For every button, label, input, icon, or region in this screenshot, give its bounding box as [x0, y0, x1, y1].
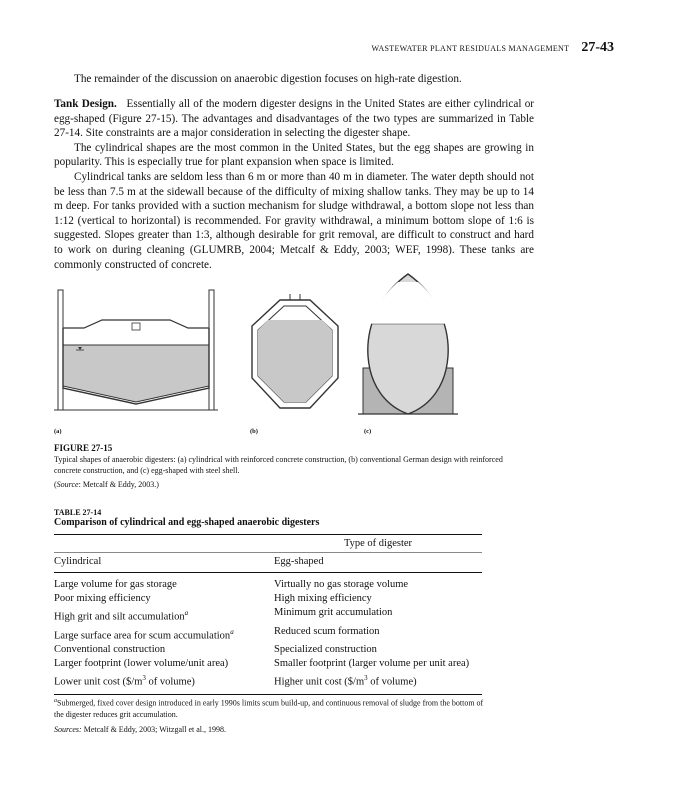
cell: High mixing efficiency — [274, 593, 372, 604]
footnote-marker: a — [54, 698, 57, 704]
german-digester-drawing — [252, 294, 338, 408]
cell-text: Large surface area for scum accumulation — [54, 630, 231, 641]
figure-number: FIGURE 27-15 — [54, 443, 113, 453]
figure-caption — [54, 443, 514, 490]
cell: Minimum grit accumulation — [274, 607, 393, 618]
cell: Larger footprint (lower volume/unit area) — [54, 658, 229, 669]
cell: Specialized construction — [274, 644, 377, 655]
figure-label-c: (c) — [364, 428, 372, 435]
page-number: 27-43 — [581, 40, 614, 55]
figure-source-text: : Metcalf & Eddy, 2003.) — [78, 480, 159, 489]
cell-text: Lower unit cost ($/m — [54, 676, 143, 688]
lead-paragraph: The remainder of the discussion on anaerobic digestion focuses on high-rate digestion. — [74, 73, 462, 85]
table-row — [54, 592, 482, 606]
table-row — [54, 657, 482, 671]
paragraph-3: Cylindrical tanks are seldom less than 6 m or more than 40 m in diameter. The water depth should not be less than 7.5 m at the sidewall because of the difficulty of mixing shallow tanks. They may be up to 14 m deep. For tanks provided with a suction mechanism for sludge withdrawal, a bottom slope not less than 1:12 (vertical to horizontal) is recommended. For gravity withdrawal, a minimum bottom slope of 1:6 is suggested. Slopes greater than 1:3, although desirable for grit removal, are difficult to construct and hard to work on during cleaning (GLUMRB, 2004; Metcalf & Eddy, 2003; WEF, 1998). These tanks are commonly constructed of concrete. — [54, 170, 534, 271]
table-footnote — [54, 696, 484, 720]
table-number: TABLE 27-14 — [54, 508, 102, 517]
cell — [54, 671, 274, 690]
comparison-table — [54, 508, 482, 695]
table-row — [54, 625, 482, 644]
cylindrical-digester-drawing — [54, 290, 218, 410]
table-body — [54, 573, 482, 694]
cell: Reduced scum formation — [274, 625, 380, 637]
section-title: Tank Design. — [54, 98, 117, 110]
cell: Conventional construction — [54, 644, 166, 655]
table-title: Comparison of cylindrical and egg-shaped anaerobic digesters — [54, 517, 320, 528]
figure-source-open: ( — [54, 480, 57, 489]
cell: Smaller footprint (larger volume per unit area) — [274, 658, 470, 669]
table-row — [54, 606, 482, 625]
col-cylindrical-header: Cylindrical — [54, 556, 102, 567]
tank-design-section — [54, 97, 534, 272]
cell-text: Higher unit cost ($/m — [274, 676, 365, 688]
cell-text: of volume) — [145, 676, 195, 688]
cell-text: of volume) — [367, 676, 417, 688]
cell — [54, 606, 274, 625]
table-row — [54, 643, 482, 657]
cell — [54, 625, 274, 644]
egg-digester-drawing — [358, 274, 458, 414]
paragraph-1-text: Essentially all of the modern digester designs in the United States are either cylindrical or egg-shaped (Figure 27-15). The advantages and disadvantages of the two types are summarized in Table 27-14. Site constraints are a major consideration in selecting the digester shape. — [54, 98, 535, 140]
col-egg-header: Egg-shaped — [274, 556, 324, 567]
cell — [274, 671, 482, 690]
figure-source — [54, 479, 514, 490]
superscript: 3 — [142, 674, 146, 682]
sources-label: Sources: — [54, 724, 82, 734]
sources-text: Metcalf & Eddy, 2003; Witzgall et al., 1998. — [81, 724, 227, 734]
cell: Large volume for gas storage — [54, 579, 177, 590]
digester-illustration — [54, 268, 534, 438]
table-header-row — [54, 553, 482, 572]
figure-label-a: (a) — [54, 428, 62, 435]
footnote-marker: a — [184, 609, 189, 617]
superscript: 3 — [364, 674, 368, 682]
cell: Virtually no gas storage volume — [274, 579, 409, 590]
page-header — [371, 40, 614, 56]
figure-label-b: (b) — [250, 428, 258, 435]
table-bottom-rule — [54, 694, 482, 695]
cell-text: High grit and silt accumulation — [54, 611, 185, 623]
figure-digester-shapes — [54, 268, 534, 438]
table-row — [54, 671, 482, 690]
table-footnotes — [54, 696, 484, 735]
cell: Poor mixing efficiency — [54, 593, 151, 604]
table-group-header: Type of digester — [343, 538, 413, 549]
paragraph-1 — [54, 97, 534, 141]
running-title: WASTEWATER PLANT RESIDUALS MANAGEMENT — [371, 44, 570, 53]
table-row — [54, 578, 482, 592]
table-sources — [54, 724, 484, 735]
footnote-marker: a — [230, 627, 234, 636]
footnote-text: Submerged, fixed cover design introduced in early 1990s limits scum build-up, and continuous removal of sludge from the bottom of the digester reduces grit accumulation. — [54, 698, 484, 719]
paragraph-2: The cylindrical shapes are the most common in the United States, but the egg shapes are growing in popularity. This is especially true for plant expansion when space is limited. — [54, 141, 534, 169]
figure-source-label: Source — [56, 480, 79, 489]
figure-caption-text: Typical shapes of anaerobic digesters: (a) cylindrical with reinforced concrete construction, (b) conventional German design with reinforced concrete construction, and (c) egg-shaped with steel shell. — [54, 455, 503, 475]
